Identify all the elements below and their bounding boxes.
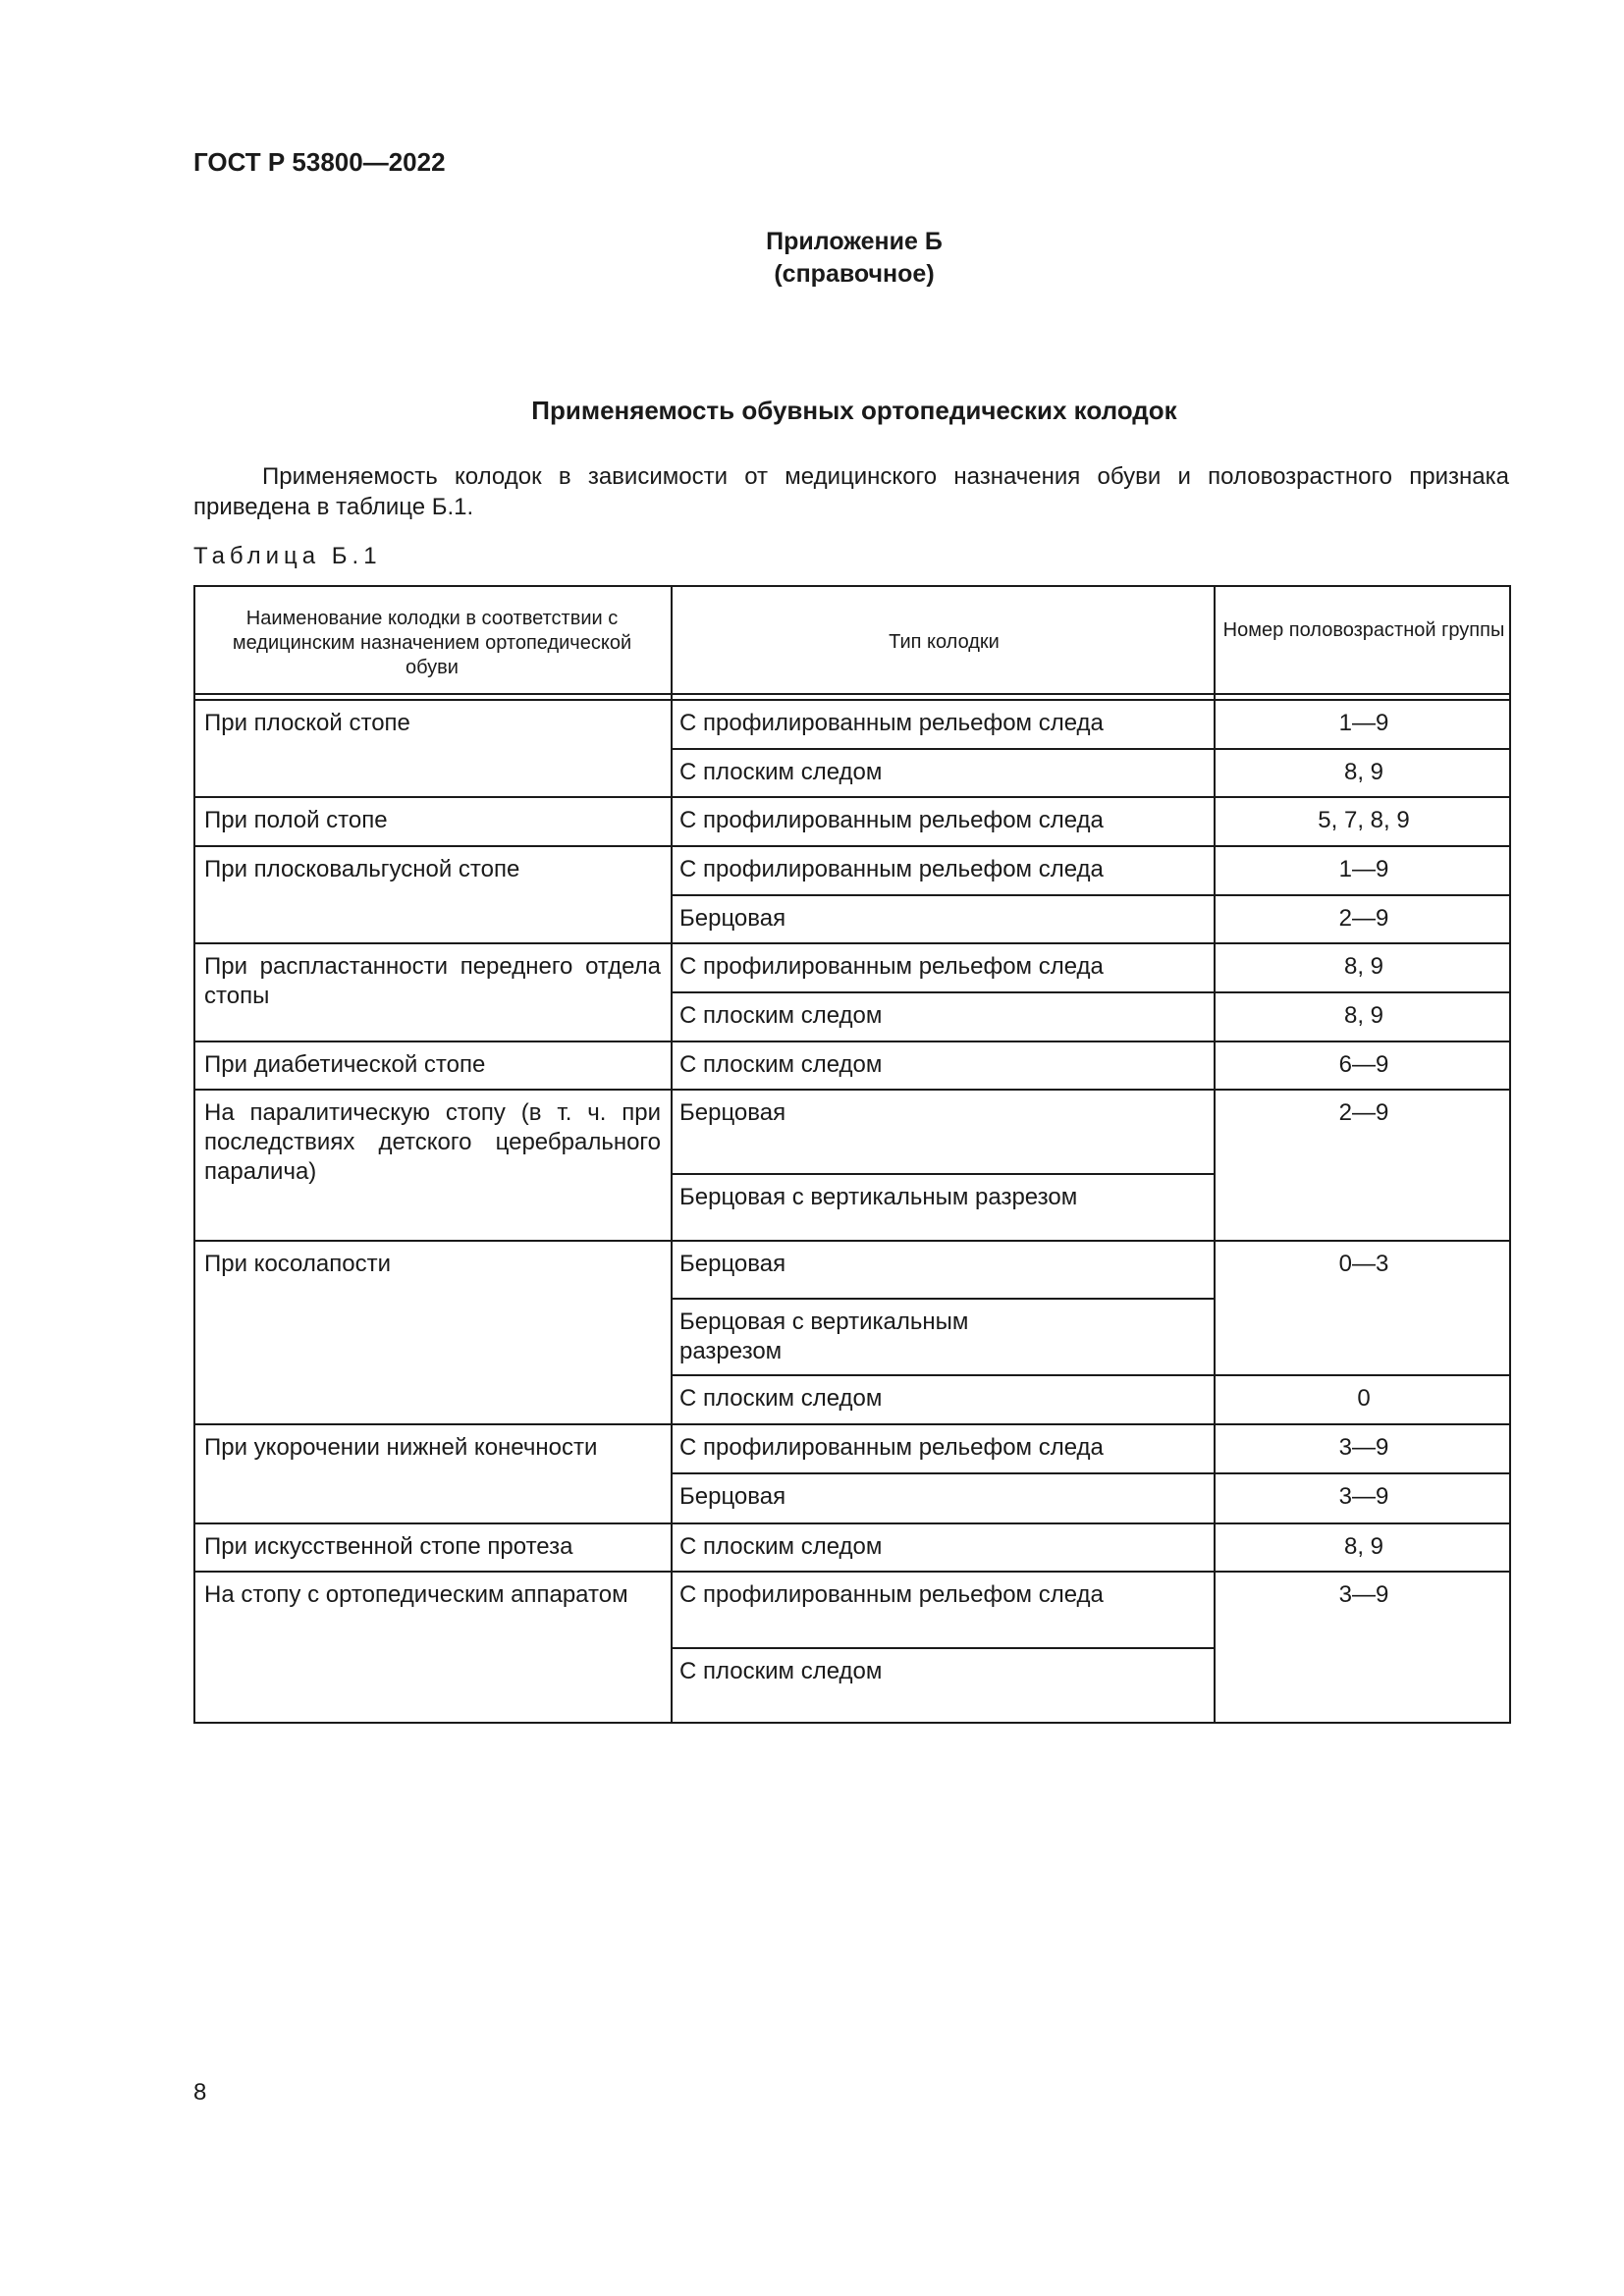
appendix-subtitle: (справочное): [774, 260, 935, 288]
table-cell-type: С плоским следом: [679, 1002, 883, 1029]
table-cell-type: С профилированным рельефом следа: [679, 953, 1104, 980]
table-cell-name: При диабетической стопе: [204, 1051, 486, 1078]
table-cell-name: При распластанности переднего отдела стопы: [204, 953, 661, 1009]
group-divider: [195, 1240, 1509, 1242]
table-cell-number: 3—9: [1338, 1434, 1389, 1461]
group-divider: [195, 1089, 1509, 1091]
header-group-number: Номер половозрастной группы: [1222, 619, 1505, 641]
table-cell-type: Берцовая: [679, 1483, 786, 1510]
appendix-heading: [0, 226, 1624, 291]
table-cell-type: Берцовая: [679, 1251, 786, 1277]
row-divider: [671, 991, 1509, 993]
group-divider: [195, 1041, 1509, 1042]
table-cell-name: На паралитическую стопу (в т. ч. при последствиях детского церебрального паралича): [204, 1099, 661, 1185]
table-cell-name: При плоской стопе: [204, 710, 410, 736]
table-cell-name: При полой стопе: [204, 807, 388, 833]
header-type: Тип колодки: [889, 631, 1000, 653]
row-divider: [671, 1298, 1216, 1300]
table-cell-number: 8, 9: [1343, 759, 1384, 785]
table-cell-type: С плоским следом: [679, 1051, 883, 1078]
table-cell-type: Берцовая с вертикальным разрезом: [679, 1308, 969, 1364]
table-cell-type: С плоским следом: [679, 1533, 883, 1560]
table-cell-name: При укорочении нижней конечности: [204, 1434, 598, 1461]
header-divider-2: [195, 699, 1509, 701]
table-caption: Таблица Б.1: [193, 543, 382, 569]
row-divider: [671, 1374, 1509, 1376]
table-cell-name: При косолапости: [204, 1251, 391, 1277]
table-cell-name: На стопу с ортопедическим аппаратом: [204, 1581, 628, 1608]
table-cell-number: 1—9: [1338, 856, 1389, 882]
intro-paragraph: Применяемость колодок в зависимости от медицинского назначения обуви и половозрастного признака приведена в таблице Б.1.: [193, 463, 1509, 520]
table-cell-number: 2—9: [1338, 1099, 1389, 1126]
group-divider: [195, 1571, 1509, 1573]
table-cell-type: Берцовая: [679, 1099, 786, 1126]
header-divider: [195, 693, 1509, 695]
section-title: Применяемость обувных ортопедических колодок: [531, 396, 1177, 425]
table-cell-name: При искусственной стопе протеза: [204, 1533, 573, 1560]
col-divider-2: [1214, 587, 1216, 1722]
table-cell-type: С профилированным рельефом следа: [679, 856, 1104, 882]
table-cell-number: 0: [1357, 1385, 1371, 1412]
table-cell-type: Берцовая с вертикальным разрезом: [679, 1184, 1078, 1210]
document-code: ГОСТ Р 53800—2022: [193, 147, 446, 177]
table-cell-number: 5, 7, 8, 9: [1318, 807, 1410, 833]
table-cell-type: С плоским следом: [679, 759, 883, 785]
row-divider: [671, 894, 1509, 896]
header-name: Наименование колодки в соответствии с медицинским назначением ортопедической обуви: [232, 608, 632, 678]
table-cell-name: При плосковальгусной стопе: [204, 856, 520, 882]
group-divider: [195, 942, 1509, 944]
table-cell-number: 8, 9: [1343, 1002, 1384, 1029]
group-divider: [195, 1423, 1509, 1425]
table-cell-type: С профилированным рельефом следа: [679, 710, 1104, 736]
row-divider: [671, 1472, 1509, 1474]
group-divider: [195, 1522, 1509, 1524]
table-cell-number: 3—9: [1338, 1581, 1389, 1608]
table-cell-type: С плоским следом: [679, 1385, 883, 1412]
table-cell-number: 3—9: [1338, 1483, 1389, 1510]
table-cell-number: 8, 9: [1343, 953, 1384, 980]
table-cell-number: 6—9: [1338, 1051, 1389, 1078]
table-cell-type: С профилированным рельефом следа: [679, 1434, 1104, 1461]
row-divider: [671, 1647, 1216, 1649]
table-cell-number: 8, 9: [1343, 1533, 1384, 1560]
table-cell-number: 1—9: [1338, 710, 1389, 736]
table-cell-type: С профилированным рельефом следа: [679, 807, 1104, 833]
group-divider: [195, 845, 1509, 847]
group-divider: [195, 796, 1509, 798]
page-number: 8: [193, 2079, 207, 2106]
row-divider: [671, 1173, 1216, 1175]
table-cell-number: 2—9: [1338, 905, 1389, 932]
table-cell-number: 0—3: [1338, 1251, 1389, 1277]
applicability-table: [193, 585, 1511, 1724]
col-divider-1: [671, 587, 673, 1722]
row-divider: [671, 748, 1509, 750]
appendix-title: Приложение Б: [766, 228, 943, 255]
table-cell-type: Берцовая: [679, 905, 786, 932]
table-cell-type: С плоским следом: [679, 1658, 883, 1684]
table-cell-type: С профилированным рельефом следа: [679, 1581, 1104, 1608]
